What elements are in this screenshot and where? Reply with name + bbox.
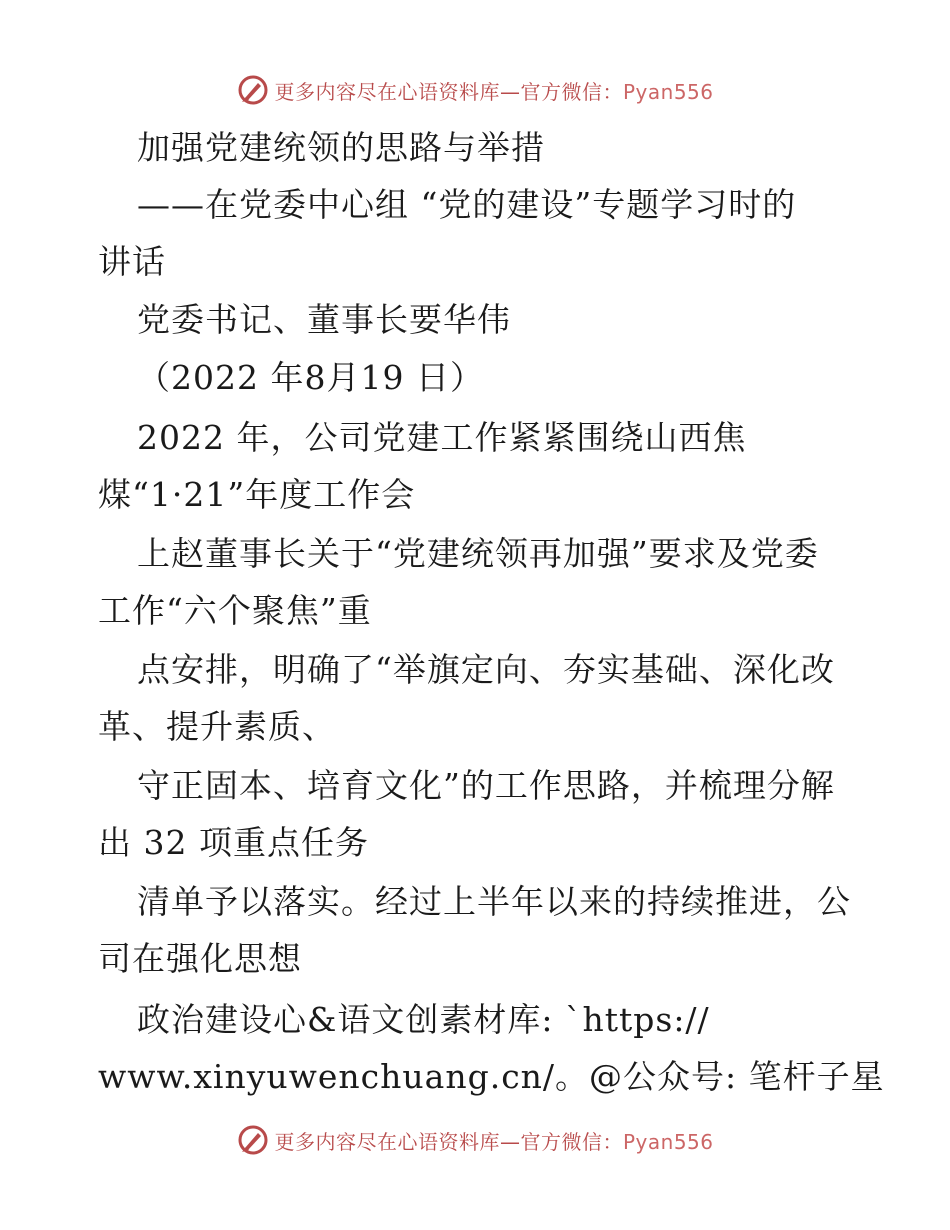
doc-paragraph-line: 2022 年，公司党建工作紧紧围绕山西焦	[137, 418, 747, 457]
doc-paragraph-line: 司在强化思想	[98, 939, 302, 978]
doc-paragraph-line: 出 32 项重点任务	[98, 823, 369, 862]
doc-subtitle-cont: 讲话	[98, 242, 166, 281]
doc-paragraph-line: 清单予以落实。经过上半年以来的持续推进，公	[137, 882, 851, 921]
doc-paragraph-line: 革、提升素质、	[98, 707, 336, 746]
doc-paragraph-line: 上赵董事长关于“党建统领再加强”要求及党委	[137, 534, 819, 573]
doc-subtitle: ——在党委中心组 “党的建设”专题学习时的	[137, 185, 797, 224]
doc-date: （2022 年8月19 日）	[137, 358, 484, 397]
watermark-text: 更多内容尽在心语资料库—官方微信：Pyan556	[274, 1129, 714, 1154]
doc-paragraph-line: 工作“六个聚焦”重	[98, 591, 372, 630]
watermark-text: 更多内容尽在心语资料库—官方微信：Pyan556	[274, 79, 714, 104]
doc-paragraph-line: www.xinyuwenchuang.cn/。@公众号: 笔杆子星	[98, 1057, 885, 1096]
doc-title: 加强党建统领的思路与举措	[137, 128, 545, 167]
doc-paragraph-line: 政治建设心&语文创素材库: `https://	[137, 1000, 710, 1039]
pen-logo-icon	[236, 1123, 270, 1157]
doc-paragraph-line: 守正固本、培育文化”的工作思路，并梳理分解	[137, 766, 835, 805]
doc-author: 党委书记、董事长要华伟	[137, 300, 511, 339]
watermark-top	[0, 70, 950, 110]
doc-paragraph-line: 点安排，明确了“举旗定向、夯实基础、深化改	[137, 650, 835, 689]
doc-paragraph-line: 煤“1·21”年度工作会	[98, 475, 416, 514]
pen-logo-icon	[236, 73, 270, 107]
watermark-bottom	[0, 1120, 950, 1160]
